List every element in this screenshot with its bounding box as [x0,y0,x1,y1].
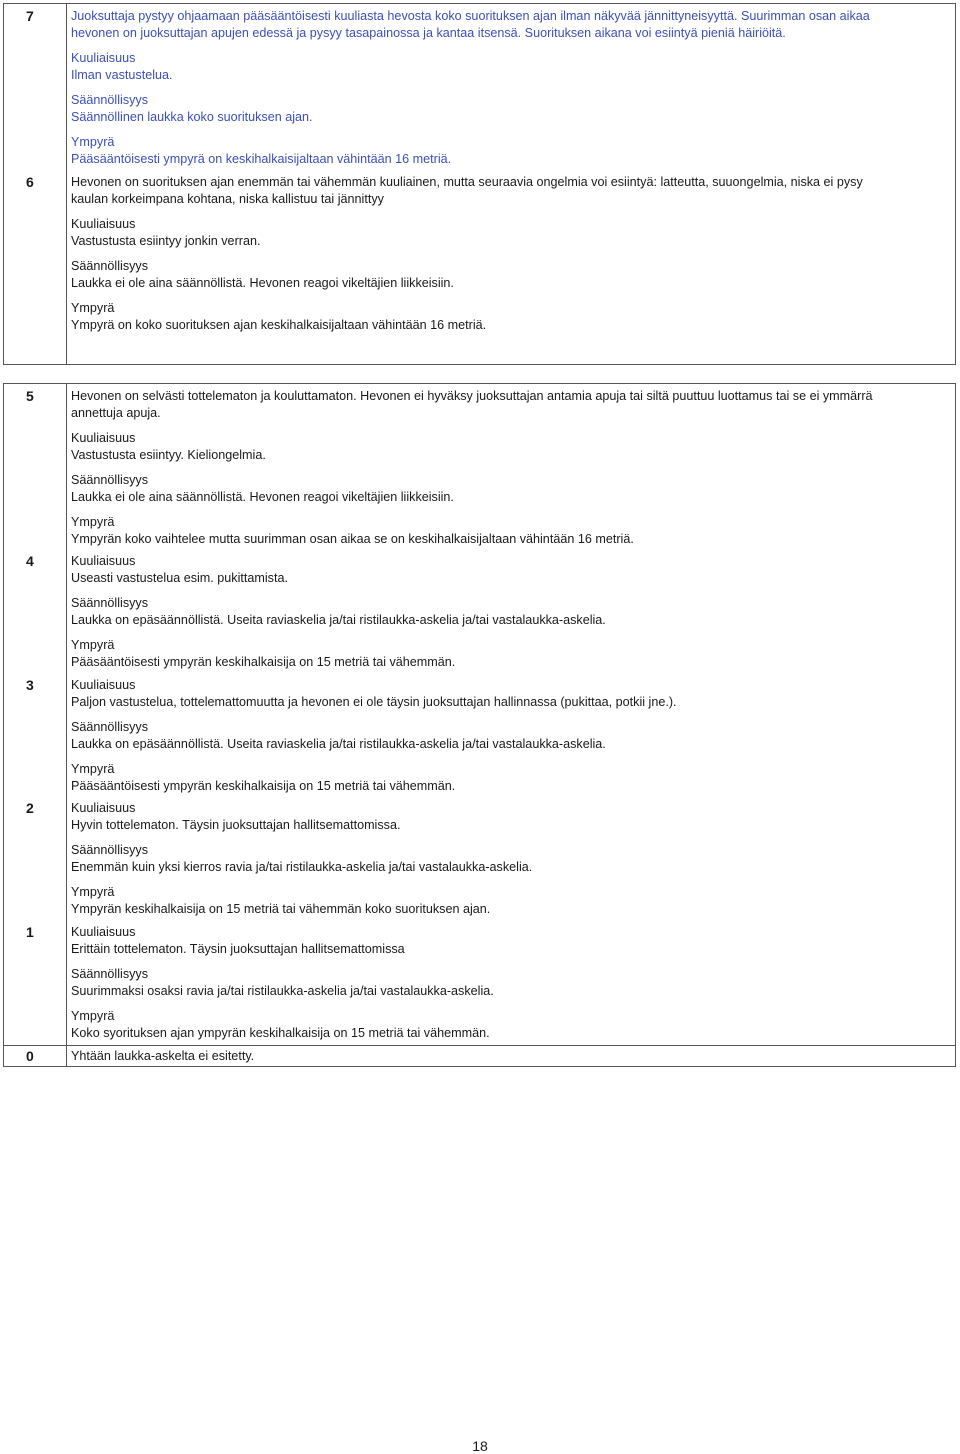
score-4-circle-heading: Ympyrä [71,638,115,652]
score-7-regularity-heading: Säännöllisyys [71,93,149,107]
score-1-obedience-heading: Kuuliaisuus [71,925,136,939]
score-7-circle-heading: Ympyrä [71,135,115,149]
score-4-regularity-heading: Säännöllisyys [71,596,149,610]
score-6-description-line2: kaulan korkeimpana kohtana, niska kallistuu tai jännittyy [71,192,384,206]
score-6-obedience-text: Vastustusta esiintyy jonkin verran. [71,234,261,248]
score-3: 3 [26,677,34,693]
score-4-obedience-text: Useasti vastustelua esim. pukittamista. [71,571,288,585]
score-1: 1 [26,924,34,940]
score-2-regularity-text: Enemmän kuin yksi kierros ravia ja/tai ristilaukka-askelia ja/tai vastalaukka-askelia. [71,860,533,874]
score-1-regularity-heading: Säännöllisyys [71,967,149,981]
score-4-regularity-text: Laukka on epäsäännöllistä. Useita raviaskelia ja/tai ristilaukka-askelia ja/tai vastalaukka-askelia. [71,613,606,627]
score-table-lower [3,383,956,1067]
score-1-regularity-text: Suurimmaksi osaksi ravia ja/tai ristilaukka-askelia ja/tai vastalaukka-askelia. [71,984,494,998]
score-7-description-line2: hevonen on juoksuttajan apujen edessä ja pysyy tasapainossa ja kantaa itsensä. Suorituksen aikana voi esiintyä pieniä häiriöitä. [71,26,786,40]
score-6-description-line1: Hevonen on suorituksen ajan enemmän tai vähemmän kuuliainen, mutta seuraavia ongelmia voi esiintyä: latteutta, suuongelmia, niska ei pysy [71,175,863,189]
score-2-circle-heading: Ympyrä [71,885,115,899]
score-5-regularity-heading: Säännöllisyys [71,473,149,487]
score-7-obedience-heading: Kuuliaisuus [71,51,136,65]
score-5-obedience-text: Vastustusta esiintyy. Kieliongelmia. [71,448,266,462]
score-5-description-line2: annettuja apuja. [71,406,161,420]
score-6-obedience-heading: Kuuliaisuus [71,217,136,231]
row-divider [4,1045,955,1046]
score-2-obedience-heading: Kuuliaisuus [71,801,136,815]
score-4-circle-text: Pääsääntöisesti ympyrän keskihalkaisija on 15 metriä tai vähemmän. [71,655,456,669]
score-0: 0 [26,1048,34,1064]
score-7: 7 [26,8,34,24]
score-3-circle-heading: Ympyrä [71,762,115,776]
score-6-circle-text: Ympyrä on koko suorituksen ajan keskihalkaisijaltaan vähintään 16 metriä. [71,318,487,332]
score-6-regularity-text: Laukka ei ole aina säännöllistä. Hevonen reagoi vikeltäjien liikkeisiin. [71,276,454,290]
score-1-circle-text: Koko syorituksen ajan ympyrän keskihalkaisija on 15 metriä tai vähemmän. [71,1026,490,1040]
score-3-circle-text: Pääsääntöisesti ympyrän keskihalkaisija on 15 metriä tai vähemmän. [71,779,456,793]
score-3-obedience-text: Paljon vastustelua, tottelemattomuutta ja hevonen ei ole täysin juoksuttajan hallinnassa (pukittaa, potkii jne.). [71,695,677,709]
score-table-upper [3,3,956,365]
score-7-regularity-text: Säännöllinen laukka koko suorituksen ajan. [71,110,313,124]
column-divider [66,4,67,364]
score-2: 2 [26,800,34,816]
column-divider-row0 [66,1045,67,1066]
column-divider [66,384,67,1046]
score-4-obedience-heading: Kuuliaisuus [71,554,136,568]
score-6: 6 [26,174,34,190]
score-5-obedience-heading: Kuuliaisuus [71,431,136,445]
score-2-regularity-heading: Säännöllisyys [71,843,149,857]
score-5-description-line1: Hevonen on selvästi tottelematon ja kouluttamaton. Hevonen ei hyväksy juoksuttajan antamia apuja tai siltä puuttuu luottamus tai se ei ymmärrä [71,389,873,403]
score-6-circle-heading: Ympyrä [71,301,115,315]
page-number: 18 [472,1438,488,1454]
score-2-circle-text: Ympyrän keskihalkaisija on 15 metriä tai vähemmän koko suorituksen ajan. [71,902,491,916]
score-1-obedience-text: Erittäin tottelematon. Täysin juoksuttajan hallitsemattomissa [71,942,405,956]
score-1-circle-heading: Ympyrä [71,1009,115,1023]
score-6-regularity-heading: Säännöllisyys [71,259,149,273]
score-7-circle-text: Pääsääntöisesti ympyrä on keskihalkaisijaltaan vähintään 16 metriä. [71,152,452,166]
score-3-regularity-heading: Säännöllisyys [71,720,149,734]
score-5-regularity-text: Laukka ei ole aina säännöllistä. Hevonen reagoi vikeltäjien liikkeisiin. [71,490,454,504]
score-4: 4 [26,553,34,569]
score-2-obedience-text: Hyvin tottelematon. Täysin juoksuttajan hallitsemattomissa. [71,818,401,832]
score-3-regularity-text: Laukka on epäsäännöllistä. Useita raviaskelia ja/tai ristilaukka-askelia ja/tai vastalaukka-askelia. [71,737,606,751]
score-5-circle-heading: Ympyrä [71,515,115,529]
score-7-description-line1: Juoksuttaja pystyy ohjaamaan pääsääntöisesti kuuliasta hevosta koko suorituksen ajan ilman näkyvää jännittyneisyyttä. Suurimman osan aikaa [71,9,870,23]
score-7-obedience-text: Ilman vastustelua. [71,68,173,82]
score-5: 5 [26,388,34,404]
score-5-circle-text: Ympyrän koko vaihtelee mutta suurimman osan aikaa se on keskihalkaisijaltaan vähintään 16 metriä. [71,532,634,546]
score-0-description: Yhtään laukka-askelta ei esitetty. [71,1049,255,1063]
score-3-obedience-heading: Kuuliaisuus [71,678,136,692]
